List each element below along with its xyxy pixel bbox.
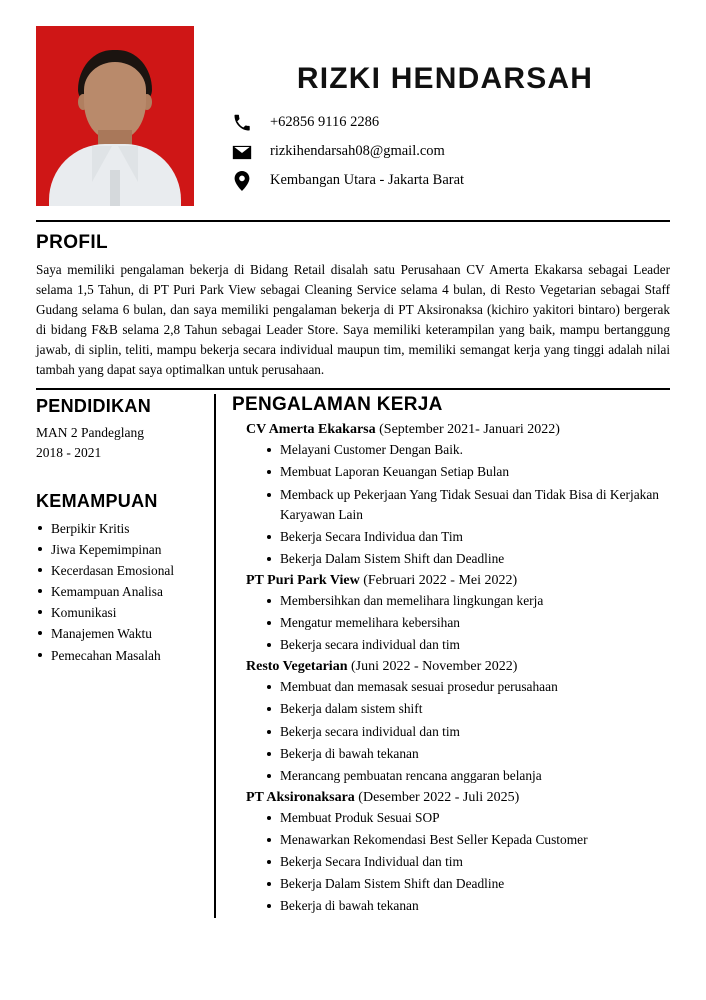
- skills-title: KEMAMPUAN: [36, 490, 158, 511]
- photo-collar-left: [92, 146, 112, 182]
- experience-item: [232, 659, 670, 786]
- left-column-spacer: [36, 463, 200, 489]
- list-item: Bekerja secara individual dan tim: [266, 635, 670, 655]
- job-dates: (Juni 2022 - November 2022): [351, 659, 518, 675]
- experience-column: [216, 394, 670, 918]
- list-item: Merancang pembuatan rencana anggaran belanja: [266, 766, 670, 786]
- profile-photo: [36, 26, 194, 206]
- header-details: [220, 26, 670, 199]
- list-item: Bekerja di bawah tekanan: [266, 744, 670, 764]
- list-item: Berpikir Kritis: [36, 518, 200, 539]
- profil-text: Saya memiliki pengalaman bekerja di Bidang Retail disalah satu Perusahaan CV Amerta Ekakarsa sebagai Leader selama 1,5 Tahun, di PT Puri Park View sebagai Cleaning Service selama 4 bulan, di Resto Vegetarian sebagai Staff Gudang selama 6 bulan, dan saya memiliki pengalaman bekerja di PT Aksironaksa (kichiro yakitori bintaro) bergerak di bidang F&B selama 2,8 Tahun sebagai Leader Store. Saya memiliki keterampilan yang baik, mampu bertanggung jawab, di siplin, teliti, mampu bekerja secara individual maupun tim, memiliki semangat kerja yang tinggi adalah nilai tambah yang dapat saya optimalkan untuk perusahaan.: [36, 262, 670, 378]
- list-item: Bekerja dalam sistem shift: [266, 699, 670, 719]
- job-points: [266, 808, 670, 917]
- job-heading: [246, 422, 670, 438]
- list-item: Bekerja Dalam Sistem Shift dan Deadline: [266, 874, 670, 894]
- list-item: Komunikasi: [36, 602, 200, 623]
- profil-section: [36, 232, 670, 380]
- list-item: Membuat Laporan Keuangan Setiap Bulan: [266, 462, 670, 482]
- job-heading: [246, 659, 670, 675]
- email-icon: [230, 141, 254, 163]
- contact-list: [230, 112, 670, 192]
- contact-email-text: rizkihendarsah08@gmail.com: [270, 143, 445, 160]
- job-points: [266, 591, 670, 655]
- photo-collar-right: [118, 146, 138, 182]
- list-item: Pemecahan Masalah: [36, 645, 200, 666]
- contact-phone-text: +62856 9116 2286: [270, 114, 380, 131]
- list-item: Mengatur memelihara kebersihan: [266, 613, 670, 633]
- contact-phone: [230, 112, 670, 134]
- photo-face: [84, 62, 146, 140]
- contact-location: [230, 170, 670, 192]
- list-item: Kemampuan Analisa: [36, 581, 200, 602]
- photo-shirt-placket: [110, 170, 120, 206]
- education-school: MAN 2 Pandeglang: [36, 425, 144, 441]
- contact-email: [230, 141, 670, 163]
- profil-title: PROFIL: [36, 232, 109, 253]
- job-dates: (Desember 2022 - Juli 2025): [358, 789, 520, 805]
- job-dates: (September 2021- Januari 2022): [379, 422, 560, 438]
- list-item: Jiwa Kepemimpinan: [36, 539, 200, 560]
- list-item: Melayani Customer Dengan Baik.: [266, 440, 670, 460]
- job-company: PT Puri Park View: [246, 573, 360, 589]
- experience-item: [232, 573, 670, 655]
- resume-header: [36, 26, 670, 214]
- contact-location-text: Kembangan Utara - Jakarta Barat: [270, 172, 465, 189]
- experience-item: [232, 422, 670, 569]
- job-heading: [246, 790, 670, 806]
- experience-title: PENGALAMAN KERJA: [232, 394, 443, 416]
- experience-item: [232, 790, 670, 917]
- header-divider: [36, 220, 670, 222]
- list-item: Manajemen Waktu: [36, 623, 200, 644]
- profil-divider: [36, 388, 670, 390]
- list-item: Bekerja secara individual dan tim: [266, 722, 670, 742]
- left-column: [36, 394, 214, 918]
- job-company: CV Amerta Ekakarsa: [246, 422, 376, 438]
- list-item: Bekerja di bawah tekanan: [266, 896, 670, 916]
- job-dates: (Februari 2022 - Mei 2022): [363, 573, 518, 589]
- list-item: Kecerdasan Emosional: [36, 560, 200, 581]
- job-points: [266, 440, 670, 569]
- list-item: Bekerja Secara Individua dan Tim: [266, 527, 670, 547]
- list-item: Menawarkan Rekomendasi Best Seller Kepada Customer: [266, 830, 670, 850]
- list-item: Memback up Pekerjaan Yang Tidak Sesuai dan Tidak Bisa di Kerjakan Karyawan Lain: [266, 485, 670, 525]
- education-years: 2018 - 2021: [36, 444, 102, 460]
- candidate-name: RIZKI HENDARSAH: [296, 62, 594, 95]
- job-company: PT Aksironaksara: [246, 789, 355, 805]
- list-item: Bekerja Dalam Sistem Shift dan Deadline: [266, 549, 670, 569]
- resume-body: [36, 394, 670, 918]
- location-icon: [230, 170, 254, 192]
- list-item: Bekerja Secara Individual dan tim: [266, 852, 670, 872]
- education-title: PENDIDIKAN: [36, 396, 152, 417]
- list-item: Membuat Produk Sesuai SOP: [266, 808, 670, 828]
- job-heading: [246, 573, 670, 589]
- job-company: Resto Vegetarian: [246, 659, 348, 675]
- job-points: [266, 677, 670, 786]
- phone-icon: [230, 112, 254, 134]
- list-item: Membersihkan dan memelihara lingkungan kerja: [266, 591, 670, 611]
- skills-list: [36, 518, 200, 666]
- list-item: Membuat dan memasak sesuai prosedur perusahaan: [266, 677, 670, 697]
